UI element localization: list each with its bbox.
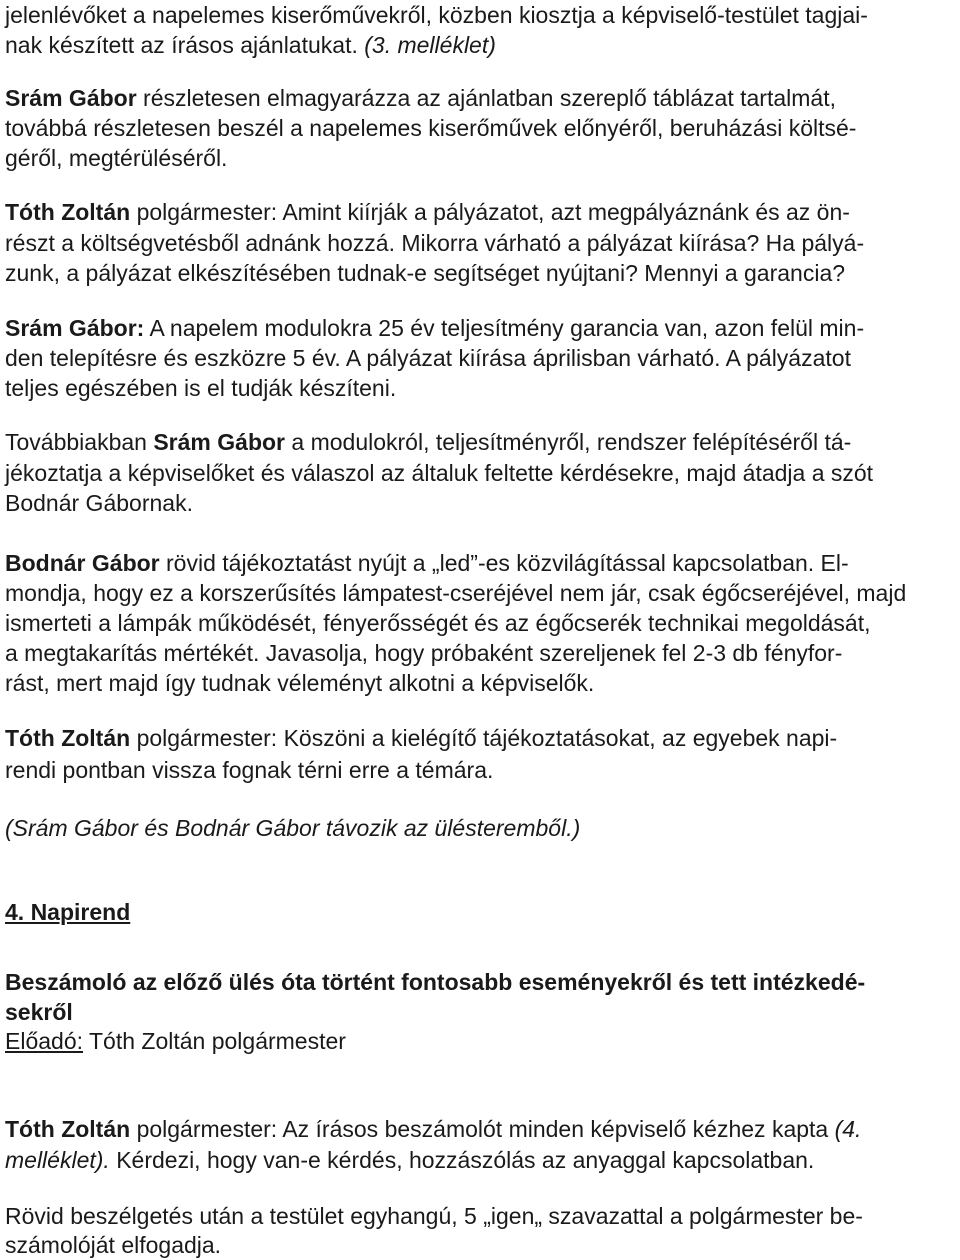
paragraph-line: melléklet). Kérdezi, hogy van-e kérdés, hozzászólás az anyaggal kapcsolatban. <box>5 1147 815 1173</box>
paragraph-line: Rövid beszélgetés után a testület egyhangú, 5 „igen„ szavazattal a polgármester be- <box>5 1203 863 1229</box>
agenda-presenter: Előadó: Tóth Zoltán polgármester <box>5 1028 346 1054</box>
paragraph-line: részt a költségvetésből adnánk hozzá. Mikorra várható a pályázat kiírása? Ha pályá- <box>5 230 865 256</box>
paragraph-line: rendi pontban vissza fognak térni erre a témára. <box>5 757 494 783</box>
speaker-name: Tóth Zoltán <box>5 199 131 225</box>
attachment-reference: melléklet). <box>5 1147 110 1173</box>
paragraph-line: rást, mert majd így tudnak véleményt alkotni a képviselők. <box>5 670 595 696</box>
attachment-reference: (3. melléklet) <box>364 32 496 58</box>
paragraph-line: Srám Gábor: A napelem modulokra 25 év teljesítmény garancia van, azon felül min- <box>5 315 865 341</box>
paragraph-line: Tóth Zoltán polgármester: Az írásos beszámolót minden képviselő kézhez kapta (4. <box>5 1116 862 1142</box>
paragraph-line: Srám Gábor részletesen elmagyarázza az ajánlatban szereplő táblázat tartalmát, <box>5 85 836 111</box>
agenda-title: sekről <box>5 999 73 1025</box>
speaker-name: Srám Gábor <box>5 85 137 111</box>
presenter-label: Előadó: <box>5 1028 84 1054</box>
speaker-name: Srám Gábor <box>153 429 285 455</box>
paragraph-line: Továbbiakban Srám Gábor a modulokról, teljesítményről, rendszer felépítéséről tá- <box>5 429 852 455</box>
paragraph-line: zunk, a pályázat elkészítésében tudnak-e segítséget nyújtani? Mennyi a garancia? <box>5 260 846 286</box>
speaker-name: Srám Gábor: <box>5 315 145 341</box>
paragraph-line: den telepítésre és eszközre 5 év. A pályázat kiírása áprilisban várható. A pályázatot <box>5 345 851 371</box>
paragraph-line: számolóját elfogadja. <box>5 1232 222 1258</box>
speaker-name: Tóth Zoltán <box>5 725 131 751</box>
stage-direction: (Srám Gábor és Bodnár Gábor távozik az ülésteremből.) <box>5 815 581 841</box>
speaker-name: Tóth Zoltán <box>5 1116 131 1142</box>
paragraph-line: ismerteti a lámpák működését, fényerősségét és az égőcserék technikai megoldását, <box>5 610 871 636</box>
paragraph-line: Tóth Zoltán polgármester: Amint kiírják a pályázatot, azt megpályáznánk és az ön- <box>5 199 850 225</box>
paragraph-line: jékoztatja a képviselőket és válaszol az általuk feltette kérdésekre, majd átadja a szót <box>5 460 874 486</box>
paragraph-line: Bodnár Gábor rövid tájékoztatást nyújt a „led”-es közvilágítással kapcsolatban. El- <box>5 550 849 576</box>
paragraph-line: Bodnár Gábornak. <box>5 490 193 516</box>
paragraph-line: nak készített az írásos ajánlatukat. (3. melléklet) <box>5 32 496 58</box>
paragraph-line: jelenlévőket a napelemes kiserőművekről, közben kiosztja a képviselő-testület tagjai- <box>5 2 868 28</box>
paragraph-line: továbbá részletesen beszél a napelemes kiserőművek előnyéről, beruházási költsé- <box>5 115 857 141</box>
paragraph-line: Tóth Zoltán polgármester: Köszöni a kielégítő tájékoztatásokat, az egyebek napi- <box>5 725 838 751</box>
agenda-title: Beszámoló az előző ülés óta történt fontosabb eseményekről és tett intézkedé- <box>5 969 866 995</box>
paragraph-line: a megtakarítás mértékét. Javasolja, hogy próbaként szereljenek fel 2-3 db fényfor- <box>5 640 843 666</box>
paragraph-line: géről, megtérüléséről. <box>5 145 228 171</box>
attachment-reference: (4. <box>834 1116 862 1142</box>
paragraph-line: teljes egészében is el tudják készíteni. <box>5 375 397 401</box>
speaker-name: Bodnár Gábor <box>5 550 160 576</box>
paragraph-line: mondja, hogy ez a korszerűsítés lámpatest-cseréjével nem jár, csak égőcseréjével, majd <box>5 580 907 606</box>
agenda-heading: 4. Napirend <box>5 899 131 925</box>
